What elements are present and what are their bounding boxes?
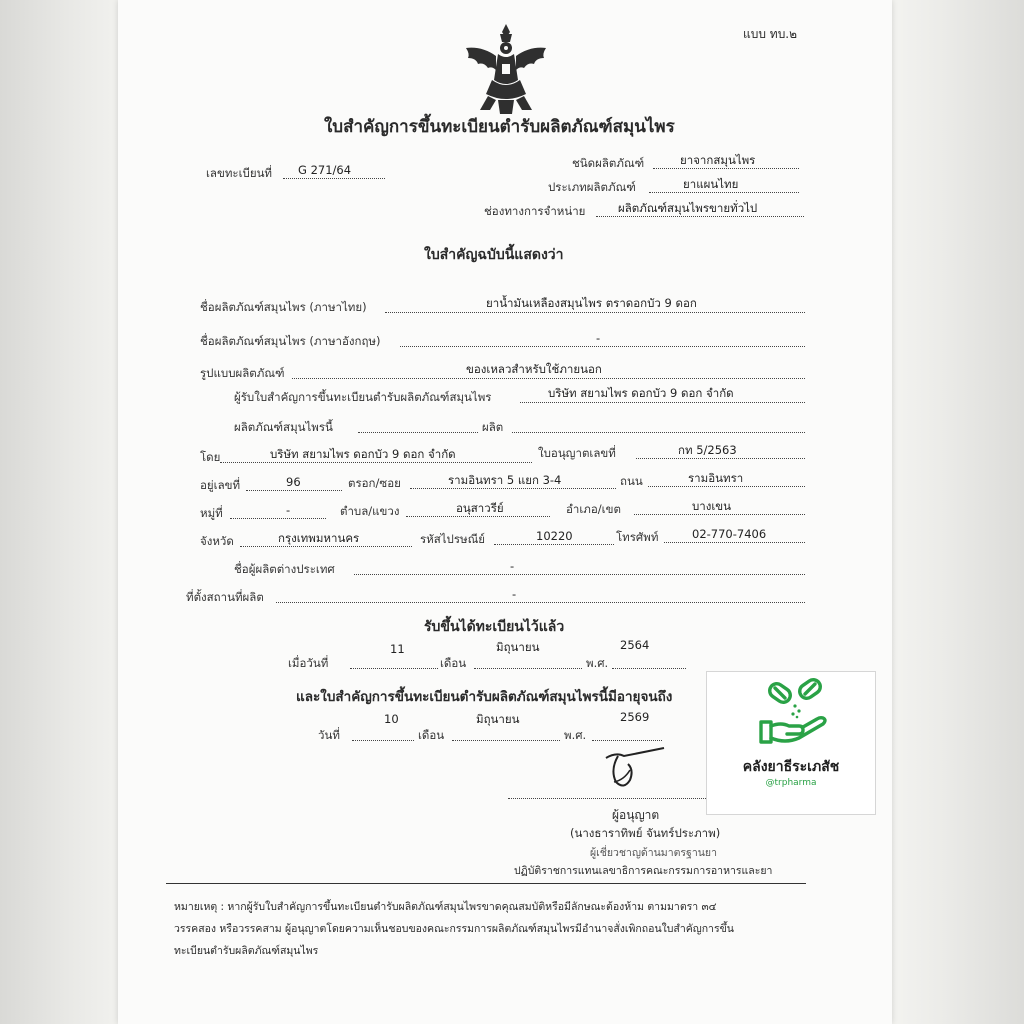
product-type-label: ประเภทผลิตภัณฑ์ — [548, 180, 636, 194]
registered-month: มิถุนายน — [496, 640, 540, 654]
address-no-value: 96 — [286, 475, 301, 489]
foreign-maker-value: - — [510, 559, 515, 573]
document-title: ใบสำคัญการขึ้นทะเบียนตำรับผลิตภัณฑ์สมุนไพร — [324, 117, 675, 137]
address-moo-value: - — [286, 503, 291, 517]
footer-divider — [166, 883, 806, 884]
registered-date-label: เมื่อวันที่ — [288, 656, 329, 670]
background-right — [892, 0, 1024, 1024]
address-soi-label: ตรอก/ซอย — [348, 476, 401, 490]
registration-label: เลขทะเบียนที่ — [206, 166, 273, 180]
validity-year-label: พ.ศ. — [564, 728, 587, 742]
address-phone-value: 02-770-7406 — [692, 527, 767, 541]
validity-day-dots — [352, 740, 414, 741]
signatory-name: (นางธาราทิพย์ จันทร์ประภาพ) — [570, 826, 721, 840]
form-value: ของเหลวสำหรับใช้ภายนอก — [466, 362, 602, 376]
address-phone-dots — [664, 542, 805, 543]
address-postal-value: 10220 — [536, 529, 573, 543]
name-en-label: ชื่อผลิตภัณฑ์สมุนไพร (ภาษาอังกฤษ) — [200, 334, 381, 348]
validity-date-label: วันที่ — [318, 728, 340, 742]
pill-hand-icon — [757, 676, 835, 752]
validity-month-dots — [452, 740, 560, 741]
signatory-position: ผู้เชี่ยวชาญด้านมาตรฐานยา — [590, 847, 717, 859]
logo-handle: @trpharma — [765, 778, 817, 788]
product-type-dots — [649, 192, 799, 193]
foreign-maker-label: ชื่อผู้ผลิตต่างประเทศ — [234, 562, 335, 576]
address-postal-label: รหัสไปรษณีย์ — [420, 532, 486, 546]
product-kind-dots — [653, 168, 799, 169]
logo-brand-name: คลังยาธีระเภสัช — [742, 759, 840, 775]
address-no-dots — [246, 490, 342, 491]
form-label: รูปแบบผลิตภัณฑ์ — [200, 366, 285, 380]
note-line-1: หมายเหตุ : หากผู้รับใบสำคัญการขึ้นทะเบียนตำรับผลิตภัณฑ์สมุนไพรขาดคุณสมบัติหรือมีลักษณะต้องห้าม ตามมาตรา ๓๔ — [174, 901, 717, 913]
product-row-dots-1 — [358, 432, 478, 433]
validity-month: มิถุนายน — [476, 712, 520, 726]
validity-day: 10 — [384, 712, 399, 726]
document-page — [118, 0, 892, 1024]
name-th-value: ยาน้ำมันเหลืองสมุนไพร ตราดอกบัว 9 ดอก — [486, 296, 697, 310]
channel-dots — [596, 216, 804, 217]
name-th-label: ชื่อผลิตภัณฑ์สมุนไพร (ภาษาไทย) — [200, 300, 367, 314]
registered-day-dots — [350, 668, 438, 669]
address-road-dots — [648, 486, 805, 487]
holder-label: ผู้รับใบสำคัญการขึ้นทะเบียนตำรับผลิตภัณฑ์สมุนไพร — [234, 390, 492, 404]
handwritten-signature — [596, 740, 672, 792]
address-province-label: จังหวัด — [200, 534, 234, 548]
signature-line — [508, 798, 708, 799]
address-amphoe-label: อำเภอ/เขต — [566, 502, 621, 516]
address-phone-label: โทรศัพท์ — [616, 530, 659, 544]
address-soi-dots — [410, 488, 616, 489]
address-no-label: อยู่เลขที่ — [200, 478, 241, 492]
product-kind-value: ยาจากสมุนไพร — [680, 153, 756, 167]
address-amphoe-dots — [634, 514, 805, 515]
registered-day: 11 — [390, 642, 405, 656]
license-dots — [636, 458, 805, 459]
subtitle: ใบสำคัญฉบับนี้แสดงว่า — [424, 247, 564, 263]
site-dots — [276, 602, 805, 603]
validity-year: 2569 — [620, 710, 650, 724]
channel-label: ช่องทางการจำหน่าย — [484, 204, 586, 218]
address-tambon-value: อนุสาวรีย์ — [456, 501, 504, 515]
form-dots — [292, 378, 805, 379]
address-tambon-label: ตำบล/แขวง — [340, 504, 400, 518]
product-row-dots-2 — [512, 432, 805, 433]
channel-value: ผลิตภัณฑ์สมุนไพรขายทั่วไป — [618, 201, 758, 215]
by-dots — [220, 462, 532, 463]
registered-month-label: เดือน — [440, 656, 467, 670]
holder-dots — [520, 402, 805, 403]
validity-heading: และใบสำคัญการขึ้นทะเบียนตำรับผลิตภัณฑ์สมุนไพรนี้มีอายุจนถึง — [296, 689, 673, 705]
by-label: โดย — [200, 450, 221, 464]
pharmacy-logo-watermark — [706, 671, 876, 815]
registered-year-dots — [612, 668, 686, 669]
address-road-label: ถนน — [620, 474, 643, 488]
address-moo-label: หมู่ที่ — [200, 506, 223, 520]
address-province-dots — [240, 546, 412, 547]
holder-value: บริษัท สยามไพร ดอกบัว 9 ดอก จำกัด — [548, 386, 734, 400]
foreign-maker-dots — [354, 574, 805, 575]
registered-year: 2564 — [620, 638, 650, 652]
product-row-label: ผลิตภัณฑ์สมุนไพรนี้ — [234, 420, 333, 434]
registered-year-label: พ.ศ. — [586, 656, 609, 670]
product-kind-label: ชนิดผลิตภัณฑ์ — [572, 156, 645, 170]
product-type-value: ยาแผนไทย — [683, 177, 739, 191]
background-left — [0, 0, 118, 1024]
site-label: ที่ตั้งสถานที่ผลิต — [186, 590, 264, 604]
form-code: แบบ ทบ.๒ — [743, 27, 798, 41]
address-amphoe-value: บางเขน — [692, 499, 732, 513]
signatory-office: ปฏิบัติราชการแทนเลขาธิการคณะกรรมการอาหารและยา — [514, 865, 773, 877]
registered-month-dots — [474, 668, 582, 669]
product-row-label2: ผลิต — [482, 420, 504, 434]
registration-dots — [283, 178, 385, 179]
address-province-value: กรุงเทพมหานคร — [278, 531, 360, 545]
registration-value: G 271/64 — [298, 163, 352, 177]
name-th-dots — [385, 312, 805, 313]
site-value: - — [512, 587, 517, 601]
address-road-value: รามอินทรา — [688, 471, 744, 485]
address-tambon-dots — [406, 516, 550, 517]
note-line-3: ทะเบียนตำรับผลิตภัณฑ์สมุนไพร — [174, 945, 319, 957]
signatory-role: ผู้อนุญาต — [612, 808, 660, 822]
registered-heading: รับขึ้นได้ทะเบียนไว้แล้ว — [424, 619, 565, 635]
validity-month-label: เดือน — [418, 728, 445, 742]
by-value: บริษัท สยามไพร ดอกบัว 9 ดอก จำกัด — [270, 447, 456, 461]
address-soi-value: รามอินทรา 5 แยก 3-4 — [448, 473, 562, 487]
name-en-value: - — [596, 331, 601, 345]
garuda-emblem-icon — [458, 20, 554, 120]
address-postal-dots — [494, 544, 614, 545]
address-moo-dots — [230, 518, 326, 519]
license-value: กท 5/2563 — [678, 443, 737, 457]
name-en-dots — [400, 346, 805, 347]
license-label: ใบอนุญาตเลขที่ — [538, 446, 616, 460]
note-line-2: วรรคสอง หรือวรรคสาม ผู้อนุญาตโดยความเห็นชอบของคณะกรรมการผลิตภัณฑ์สมุนไพรมีอำนาจสั่งเพิกถอนใบสำคัญการขึ้น — [174, 923, 734, 935]
